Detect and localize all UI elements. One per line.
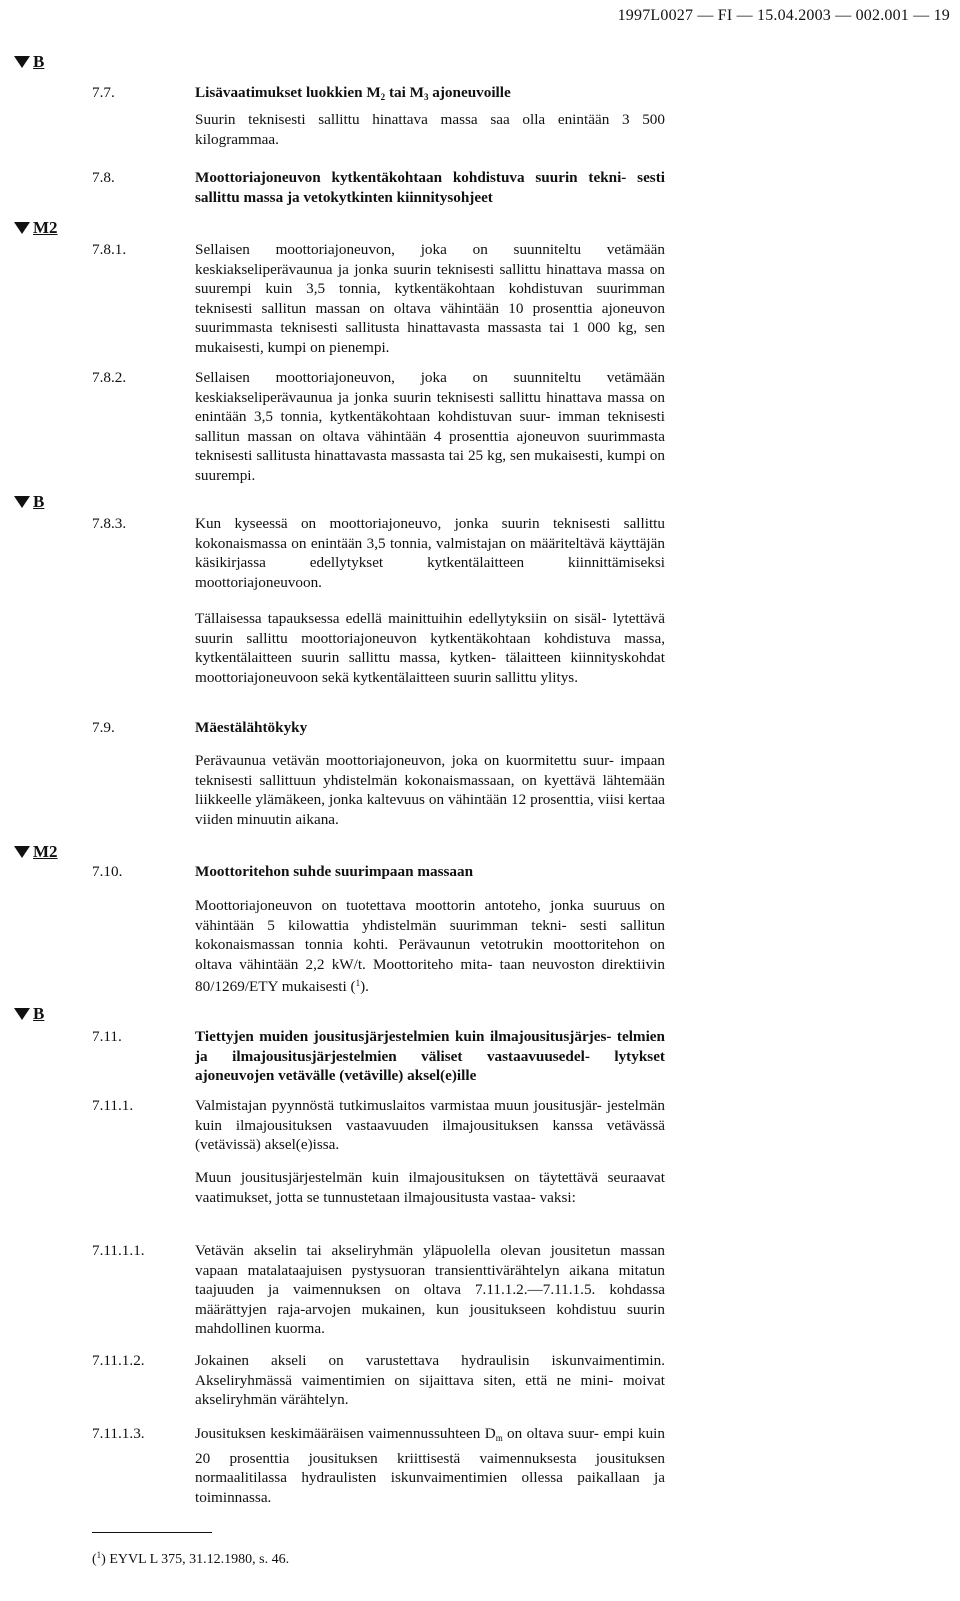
- paragraph: Sellaisen moottoriajoneuvon, joka on suunniteltu vetämään keskiakseliperävaunua ja jonka suurin teknisesti sallittu hinattava massa on suurempi kuin 3,5 tonnia, kytkentäkohtaan kohdistuvan suurimman teknisesti sallitun massan on oltava vähintään 10 prosenttia ajoneuvon suurimmasta teknisesti sallitusta hinattavasta massasta tai 1 000 kg, sen mukaisesti, kumpi on pienempi.: [195, 241, 665, 356]
- paragraph: Kun kyseessä on moottoriajoneuvo, jonka suurin teknisesti sallittu kokonaismassa on enintään 3,5 tonnia, valmistajan on määriteltävä käyttäjän käsikirjassa edellytykset kytkentälaitteen kiinnittämiseksi moottoriajoneuvoon.: [195, 515, 665, 591]
- marker-b: B: [14, 1004, 44, 1024]
- section-number: 7.9.: [92, 719, 115, 736]
- triangle-down-icon: [14, 56, 30, 68]
- section-title: Lisävaatimukset luokkien $M_2$ tai $M_3$ ajoneuvoille: [195, 84, 511, 102]
- paragraph: Valmistajan pyynnöstä tutkimuslaitos varmistaa muun jousitusjär- jestelmän kuin ilmajousituksen vastaavuuden ilmajousituksen kanssa vetävässä (vetävissä) aksel(e)issa.: [195, 1097, 665, 1153]
- section-number: 7.10.: [92, 863, 123, 880]
- footnote: ($^1$) EYVL L 375, 31.12.1980, s. 46.: [92, 1550, 290, 1567]
- triangle-down-icon: [14, 1008, 30, 1020]
- paragraph: Sellaisen moottoriajoneuvon, joka on suunniteltu vetämään keskiakseliperävaunua ja jonka suurin teknisesti sallittu hinattava massa on enintään 3,5 tonnia, kytkentäkohtaan kohdistuvan suur- imman teknisesti sallitun massan on oltava vähintään 4 prosenttia ajoneuvon suurimmasta teknisesti sallitusta hinattavasta massasta tai 25 kg, sen mukaisesti, kumpi on suurempi.: [195, 369, 665, 484]
- triangle-down-icon: [14, 846, 30, 858]
- footnote-reference[interactable]: 1: [355, 978, 361, 988]
- section-title: Moottoritehon suhde suurimpaan massaan: [195, 863, 474, 880]
- paragraph: Muun jousitusjärjestelmän kuin ilmajousituksen on täytettävä seuraavat vaatimukset, jotta se tunnustetaan ilmajousitusta vastaa- vaksi:: [195, 1169, 665, 1206]
- running-header: 1997L0027 — FI — 15.04.2003 — 002.001 — 19: [617, 7, 950, 24]
- paragraph: Perävaunua vetävän moottoriajoneuvon, joka on kuormitettu suur- impaan teknisesti sallittuun yhdistelmän kokonaismassaan, on kyettävä lähtemään liikkeelle ylämäkeen, jonka kaltevuus on vähintään 12 prosenttia, viisi kertaa viiden minuutin aikana.: [195, 752, 665, 828]
- section-number: 7.8.: [92, 169, 115, 186]
- footnote-divider: [92, 1532, 212, 1533]
- section-title: Tiettyjen muiden jousitusjärjestelmien kuin ilmajousitusjärjes- telmien ja ilmajousitusjärjestelmien väliset vastaavuusedel- lytykset ajoneuvojen vetävälle (vetäville) aksel(e)ille: [195, 1028, 665, 1084]
- section-title: Moottoriajoneuvon kytkentäkohtaan kohdistuva suurin tekni- sesti sallittu massa ja vetokytkinten kiinnitysohjeet: [195, 169, 665, 206]
- section-number: 7.11.1.3.: [92, 1425, 145, 1442]
- triangle-down-icon: [14, 496, 30, 508]
- marker-m2: M2: [14, 218, 58, 238]
- paragraph: Jokainen akseli on varustettava hydraulisin iskunvaimentimin. Akseliryhmässä vaimentimien on sijaittava siten, että ne mini- moivat akseliryhmän värähtelyn.: [195, 1352, 665, 1408]
- section-number: 7.8.1.: [92, 241, 127, 258]
- marker-m2: M2: [14, 842, 58, 862]
- section-number: 7.7.: [92, 84, 115, 101]
- triangle-down-icon: [14, 222, 30, 234]
- paragraph: Moottoriajoneuvon on tuotettava moottorin antoteho, jonka suuruus on vähintään 5 kilowattia yhdistelmän suurimman tekni- sesti sallitun kokonaismassan tonnia kohti. Perävaunun vetotrukin moottoritehon on oltava vähintään 2,2 kW/t. Moottoriteho mita- taan neuvoston direktiivin 80/1269/ETY mukaisesti ($^1$).: [195, 897, 665, 995]
- section-number: 7.11.1.: [92, 1097, 134, 1114]
- section-number: 7.11.1.2.: [92, 1352, 145, 1369]
- section-number: 7.8.3.: [92, 515, 127, 532]
- section-title: Mäestälähtökyky: [195, 719, 308, 736]
- marker-b: B: [14, 52, 44, 72]
- paragraph: Jousituksen keskimääräisen vaimennussuhteen $D_m$ on oltava suur- empi kuin 20 prosenttia jousituksen kriittisestä vaimennuksesta jousituksen normaalitilassa hydraulisten iskunvaimentimien ollessa paikallaan ja toiminnassa.: [195, 1425, 665, 1506]
- section-number: 7.8.2.: [92, 369, 127, 386]
- paragraph: Suurin teknisesti sallittu hinattava massa saa olla enintään 3 500 kilogrammaa.: [195, 111, 665, 148]
- marker-b: B: [14, 492, 44, 512]
- paragraph: Vetävän akselin tai akseliryhmän yläpuolella olevan jousitetun massan vapaan matalataajuisen pystysuoran transienttivärähtelyn aikana mitatun taajuuden ja vaimennuksen on oltava 7.11.1.2.—7.11.1.5. kohdassa määrättyjen raja-arvojen mukainen, kun jousitukseen kohdistuu suurin mahdollinen kuorma.: [195, 1242, 665, 1337]
- section-number: 7.11.: [92, 1028, 122, 1045]
- paragraph: Tällaisessa tapauksessa edellä mainittuihin edellytyksiin on sisäl- lytettävä suurin sallittu moottoriajoneuvon kytkentäkohtaan kohdistuva massa, kytkentälaitteen suurin sallittu massa, kytken- tälaitteen kiinnityskohdat moottoriajoneuvoon sekä kytkentälaitteen suurin sallittu ylitys.: [195, 610, 665, 686]
- section-number: 7.11.1.1.: [92, 1242, 145, 1259]
